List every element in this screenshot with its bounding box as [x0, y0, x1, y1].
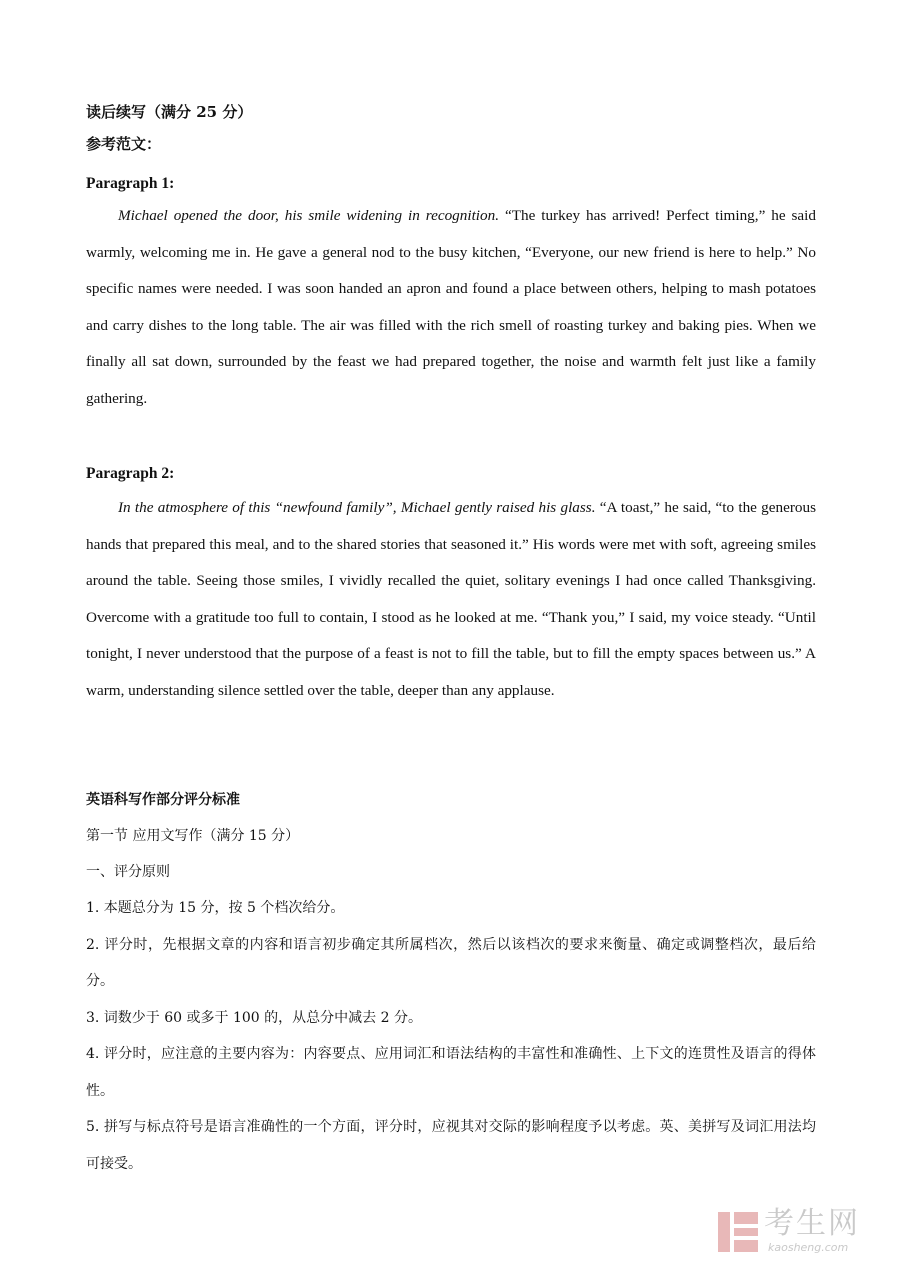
- watermark-logo-icon: [716, 1210, 760, 1254]
- grading-principles-heading: 一、评分原则: [86, 864, 170, 880]
- grading-item: 3. 词数少于 60 或多于 100 的，从总分中减去 2 分。: [86, 1009, 422, 1026]
- grading-item: 5. 拼写与标点符号是语言准确性的一个方面，评分时，应视其对交际的影响程度予以考虑。英、美拼写及词汇用法均可接受。: [86, 1119, 816, 1172]
- grading-item: 4. 评分时，应注意的主要内容为：内容要点、应用词汇和语法结构的丰富性和准确性、上下文的连贯性及语言的得体性。: [86, 1046, 816, 1099]
- grading-item: 2. 评分时，先根据文章的内容和语言初步确定其所属档次，然后以该档次的要求来衡量、确定或调整档次，最后给分。: [86, 936, 816, 989]
- grading-items: [86, 890, 816, 1182]
- watermark: [716, 1206, 886, 1258]
- section-title: 读后续写（满分 25 分）: [86, 103, 253, 121]
- reference-label: 参考范文：: [86, 135, 162, 153]
- grading-item: 1. 本题总分为 15 分，按 5 个档次给分。: [86, 900, 345, 916]
- paragraph2-body: “A toast,” he said, “to the generous hands that prepared this meal, and to the shared stories that seasoned it.” His words were met with soft, agreeing smiles around the table. Seeing those smiles, I vividly recalled the quiet, solitary evenings I had once called Thanksgiving. Overcome with a gratitude too full to contain, I stood as he looked at me. “Thank you,” I said, my voice steady. “Until tonight, I never understood that the purpose of a feast is not to fill the table, but to fill the empty spaces between us.” A warm, understanding silence settled over the table, deeper than any applause.: [86, 499, 817, 699]
- paragraph1-label: Paragraph 1:: [86, 175, 175, 192]
- watermark-domain: kaosheng.com: [768, 1241, 849, 1254]
- grading-title: 英语科写作部分评分标准: [86, 792, 240, 808]
- paragraph1-body: “The turkey has arrived! Perfect timing,” he said warmly, welcoming me in. He gave a general nod to the busy kitchen, “Everyone, our new friend is here to help.” No specific names were needed. I was soon handed an apron and found a place between others, helping to mash potatoes and carry dishes to the long table. The air was filled with the rich smell of roasting turkey and baking pies. When we finally all sat down, surrounded by the feast we had prepared together, the noise and warmth felt just like a family gathering.: [86, 207, 816, 407]
- paragraph1: [86, 198, 816, 418]
- paragraph2-label: Paragraph 2:: [86, 465, 175, 482]
- paragraph2: [86, 490, 816, 710]
- grading-section1: 第一节 应用文写作（满分 15 分）: [86, 828, 300, 844]
- paragraph2-lead: In the atmosphere of this “newfound family”, Michael gently raised his glass.: [118, 499, 596, 516]
- paragraph1-lead: Michael opened the door, his smile widening in recognition.: [118, 207, 500, 224]
- watermark-brand: 考生网: [764, 1206, 860, 1241]
